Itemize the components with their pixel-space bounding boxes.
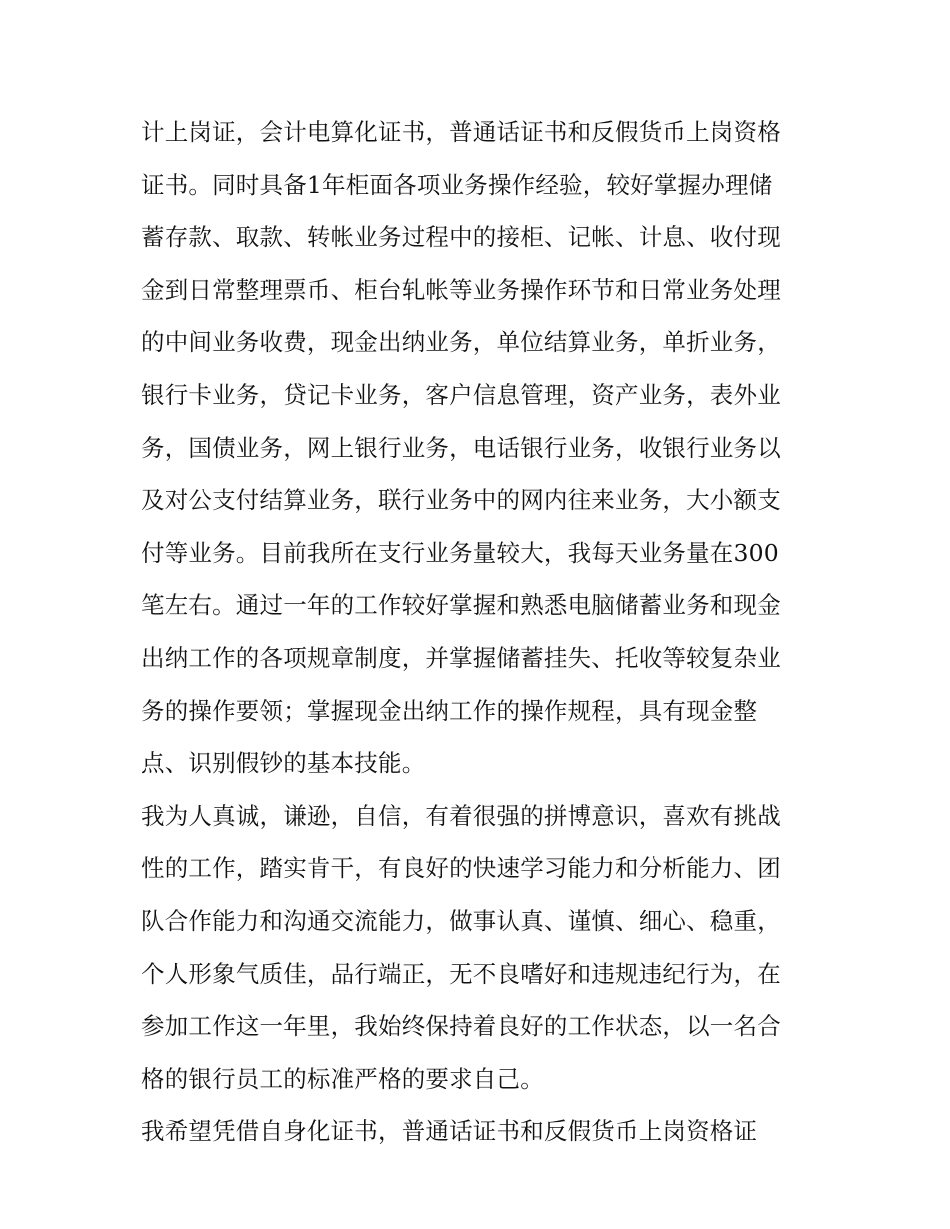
text-line: 个人形象气质佳，品行端正，无不良嗜好和违规违纪行为，在 (141, 959, 781, 988)
text-line: 务的操作要领；掌握现金出纳工作的操作规程，具有现金整 (141, 696, 758, 725)
text-line: 金到日常整理票币、柜台轧帐等业务操作环节和日常业务处理 (141, 275, 781, 304)
document-body (141, 106, 821, 1158)
text-line: 计上岗证，会计电算化证书，普通话证书和反假货币上岗资格 (141, 118, 781, 146)
text-line: 出纳工作的各项规章制度，并掌握储蓄挂失、托收等较复杂业 (141, 643, 781, 672)
text-line: 证书。同时具备1年柜面各项业务操作经验，较好掌握办理储 (141, 170, 773, 199)
text-line: 务，国债业务，网上银行业务，电话银行业务，收银行业务以 (141, 433, 781, 462)
text-line: 参加工作这一年里，我始终保持着良好的工作状态，以一名合 (141, 1012, 781, 1041)
text-line: 我为人真诚，谦逊，自信，有着很强的拼博意识，喜欢有挑战 (141, 801, 781, 830)
text-line: 及对公支付结算业务，联行业务中的网内往来业务，大小额支 (141, 486, 781, 515)
text-line: 格的银行员工的标准严格的要求自己。 (141, 1064, 544, 1093)
text-line: 的中间业务收费，现金出纳业务，单位结算业务，单折业务， (141, 328, 781, 357)
text-line: 付等业务。目前我所在支行业务量较大，我每天业务量在300 (141, 538, 779, 567)
text-line: 银行卡业务，贷记卡业务，客户信息管理，资产业务，表外业 (141, 380, 781, 409)
text-line: 性的工作，踏实肯干，有良好的快速学习能力和分析能力、团 (141, 854, 781, 883)
text-line: 蓄存款、取款、转帐业务过程中的接柜、记帐、计息、收付现 (141, 223, 781, 252)
text-line: 我希望凭借自身化证书，普通话证书和反假货币上岗资格证 (141, 1117, 758, 1146)
text-line: 队合作能力和沟通交流能力，做事认真、谨慎、细心、稳重， (141, 906, 781, 935)
text-line: 笔左右。通过一年的工作较好掌握和熟悉电脑储蓄业务和现金 (141, 591, 781, 620)
text-line: 点、识别假钞的基本技能。 (141, 749, 426, 778)
